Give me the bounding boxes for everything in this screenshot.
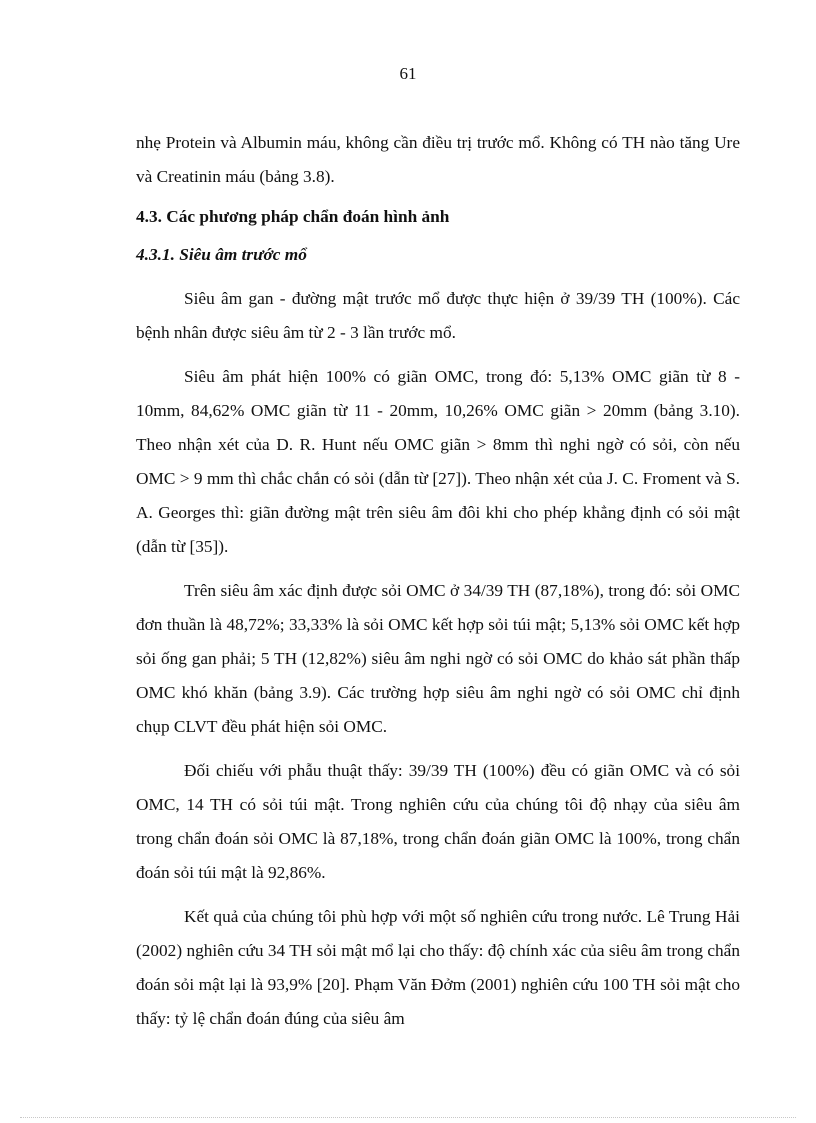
intro-paragraph: nhẹ Protein và Albumin máu, không cần điều trị trước mổ. Không có TH nào tăng Ure và Creatinin máu (bảng 3.8). <box>136 133 740 186</box>
paragraph-surgery-comparison: Đối chiếu với phẫu thuật thấy: 39/39 TH (100%) đều có giãn OMC và có sỏi OMC, 14 TH có sỏi túi mật. Trong nghiên cứu của chúng tôi độ nhạy của siêu âm trong chẩn đoán sỏi OMC là 87,18%, trong chẩn đoán giãn OMC là 100%, trong chẩn đoán sỏi túi mật là 92,86%. <box>136 761 740 882</box>
footer-divider <box>20 1117 796 1118</box>
page-number: 61 <box>399 64 417 83</box>
paragraph-dilation-findings: Siêu âm phát hiện 100% có giãn OMC, trong đó: 5,13% OMC giãn từ 8 - 10mm, 84,62% OMC giãn từ 11 - 20mm, 10,26% OMC giãn > 20mm (bảng 3.10). Theo nhận xét của D. R. Hunt nếu OMC giãn > 8mm thì nghi ngờ có sỏi, còn nếu OMC > 9 mm thì chắc chắn có sỏi (dẫn từ [27]). Theo nhận xét của J. C. Froment và S. A. Georges thì: giãn đường mật trên siêu âm đôi khi cho phép khẳng định có sỏi mật (dẫn từ [35]). <box>136 367 740 556</box>
paragraph-stone-detection: Trên siêu âm xác định được sỏi OMC ở 34/39 TH (87,18%), trong đó: sỏi OMC đơn thuần là 48,72%; 33,33% là sỏi OMC kết hợp sỏi túi mật; 5,13% sỏi OMC kết hợp sỏi ống gan phải; 5 TH (12,82%) siêu âm nghi ngờ có sỏi OMC do khảo sát phần thấp OMC khó khăn (bảng 3.9). Các trường hợp siêu âm nghi ngờ có sỏi OMC chỉ định chụp CLVT đều phát hiện sỏi OMC. <box>136 581 740 736</box>
subsection-heading: 4.3.1. Siêu âm trước mổ <box>136 245 307 264</box>
paragraph-ultrasound-performed: Siêu âm gan - đường mật trước mổ được thực hiện ở 39/39 TH (100%). Các bệnh nhân được siêu âm từ 2 - 3 lần trước mổ. <box>136 289 740 342</box>
section-heading: 4.3. Các phương pháp chẩn đoán hình ảnh <box>136 207 450 226</box>
page-body <box>136 126 740 1036</box>
paragraph-literature-comparison: Kết quả của chúng tôi phù hợp với một số nghiên cứu trong nước. Lê Trung Hải (2002) nghiên cứu 34 TH sỏi mật mổ lại cho thấy: độ chính xác của siêu âm trong chẩn đoán sỏi mật lại là 93,9% [20]. Phạm Văn Đởm (2001) nghiên cứu 100 TH sỏi mật cho thấy: tỷ lệ chẩn đoán đúng của siêu âm <box>136 907 740 1028</box>
